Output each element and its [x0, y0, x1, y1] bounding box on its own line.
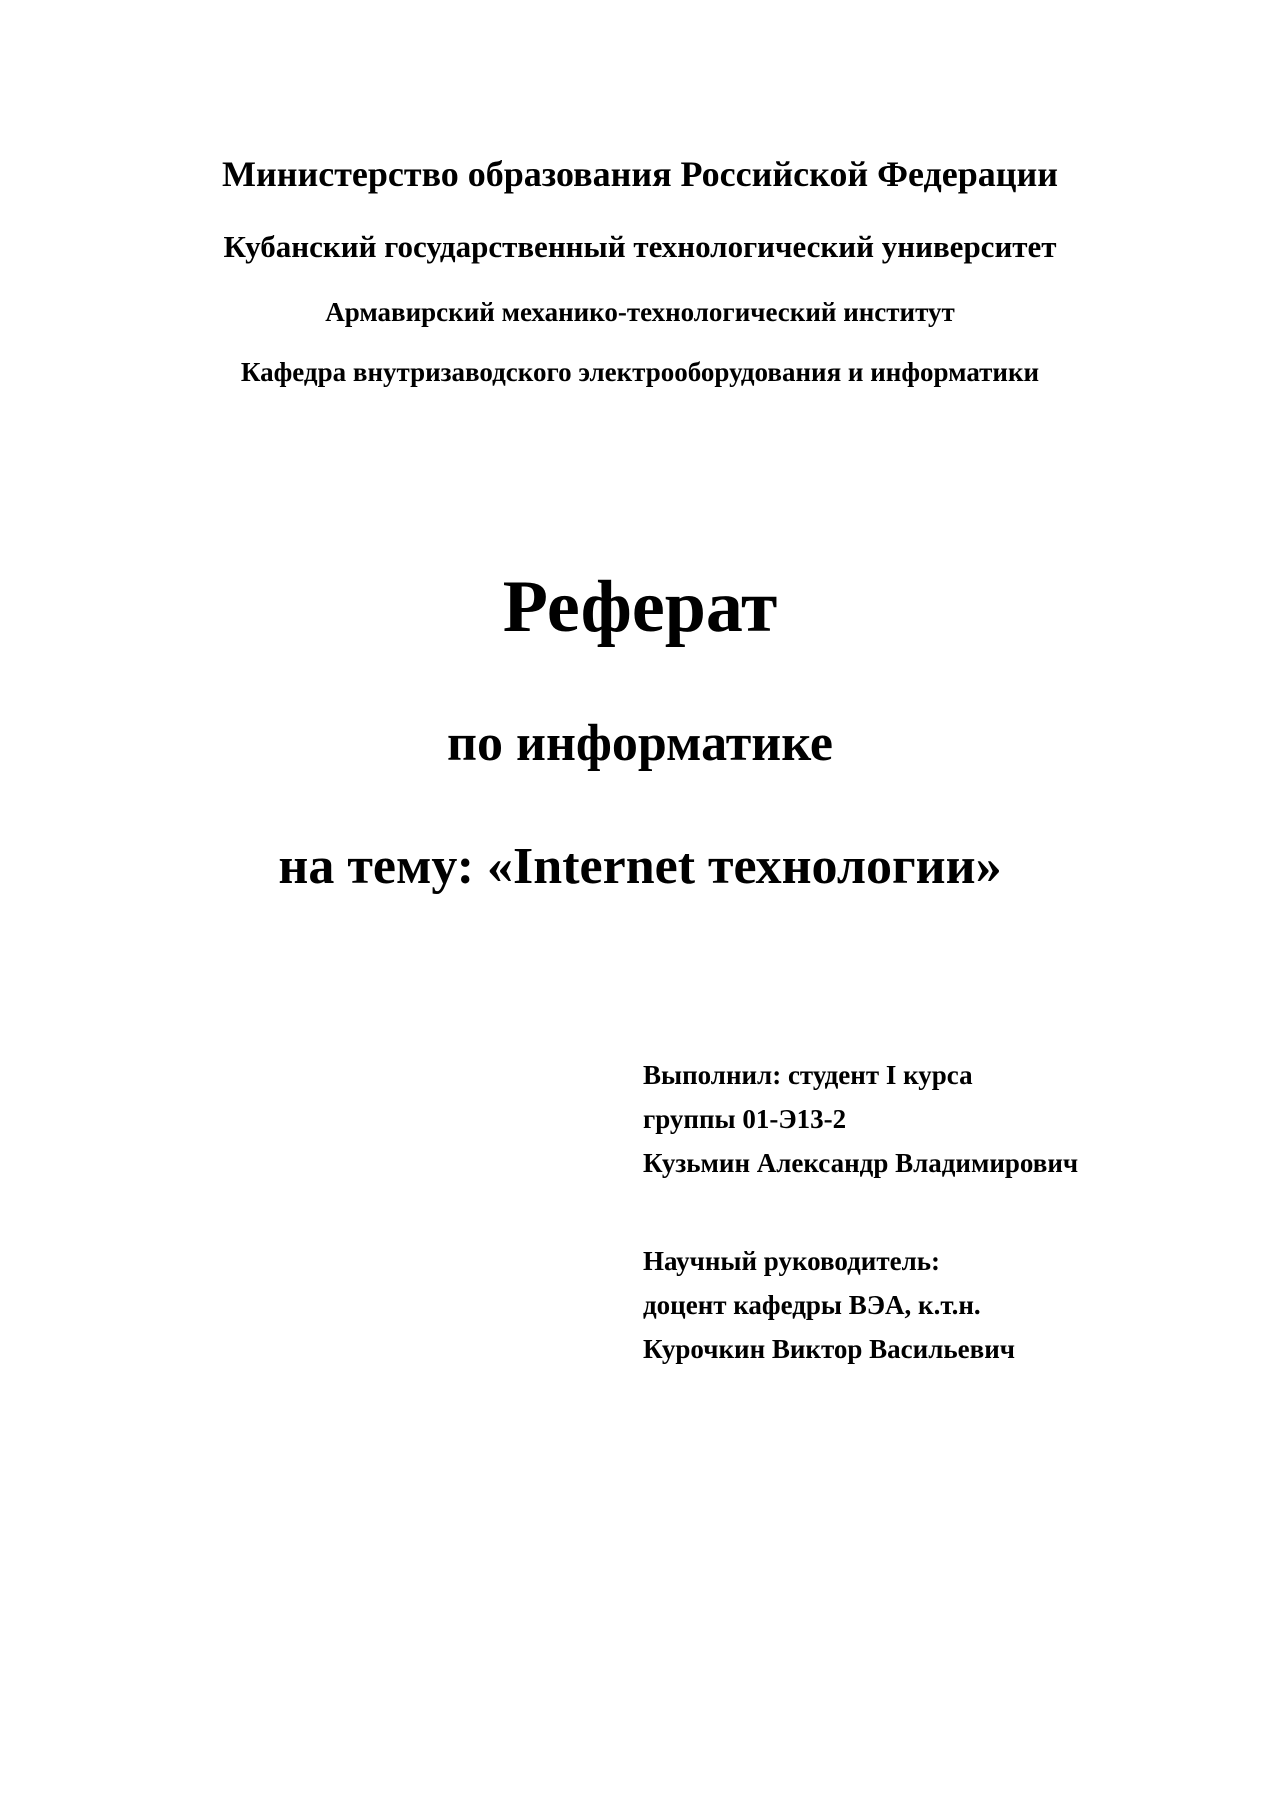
ministry-heading: Министерство образования Российской Федерации — [222, 154, 1058, 194]
document-type-title: Реферат — [502, 566, 778, 648]
supervisor-info — [643, 1239, 1015, 1371]
department-heading: Кафедра внутризаводского электрооборудования и информатики — [240, 357, 1040, 387]
author-group: группы 01-Э13-2 — [643, 1104, 847, 1134]
institute-heading: Армавирский механико-технологический институт — [325, 297, 955, 327]
topic-subtitle: на тему: «Internet технологии» — [278, 838, 1002, 895]
supervisor-label: Научный руководитель: — [643, 1246, 940, 1276]
author-status: Выполнил: студент I курса — [643, 1060, 973, 1090]
subject-subtitle: по информатике — [447, 715, 833, 772]
supervisor-position: доцент кафедры ВЭА, к.т.н. — [643, 1290, 981, 1320]
supervisor-name: Курочкин Виктор Васильевич — [643, 1334, 1015, 1364]
university-heading: Кубанский государственный технологический университет — [223, 229, 1057, 264]
author-name: Кузьмин Александр Владимирович — [643, 1148, 1079, 1178]
author-info — [643, 1053, 1078, 1185]
